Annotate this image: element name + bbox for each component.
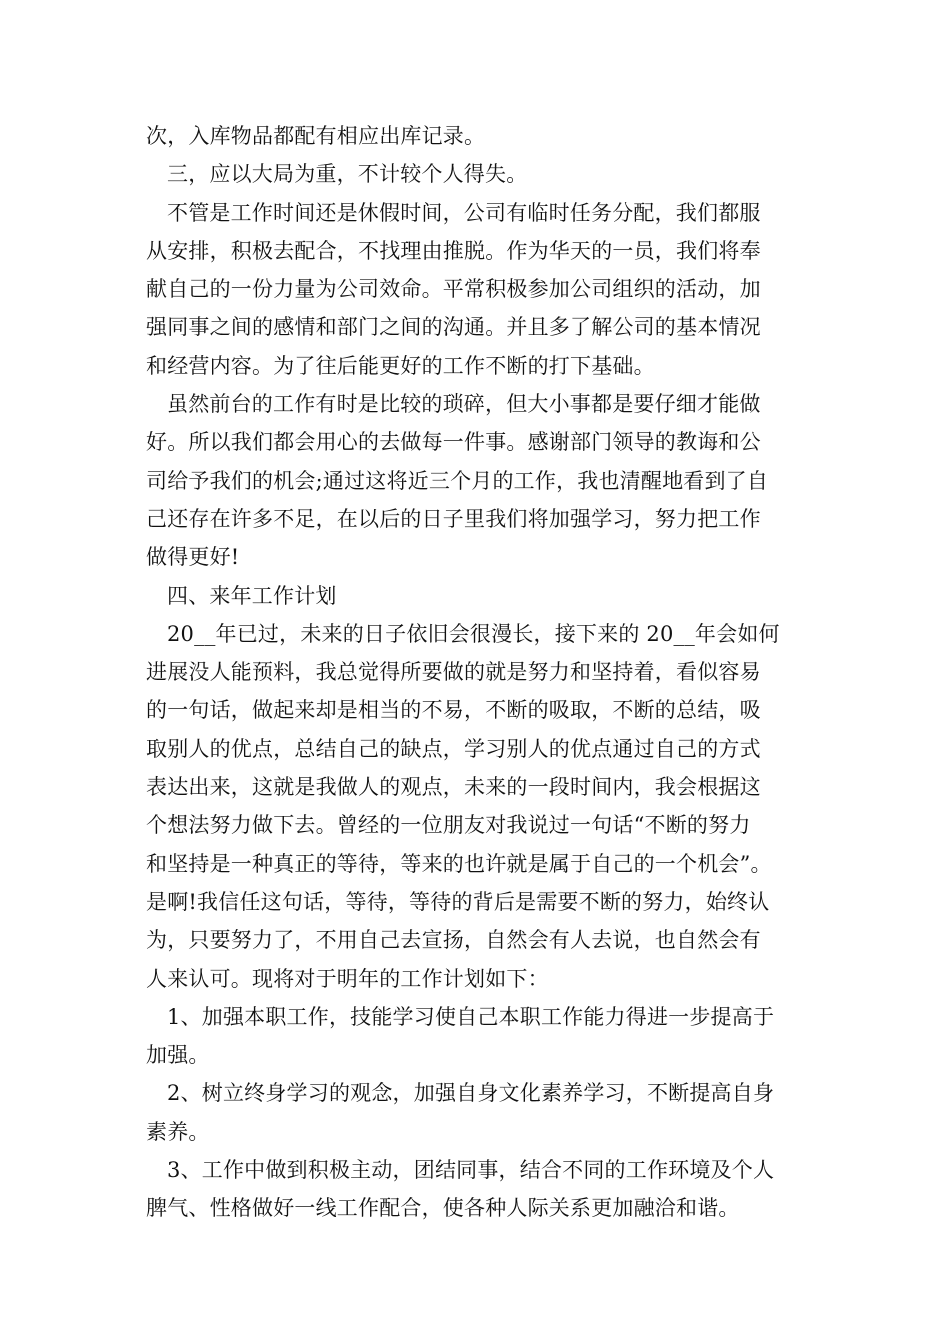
paragraph-line: 次，入库物品都配有相应出库记录。: [146, 124, 486, 148]
section-heading-three: 三，应以大局为重，不计较个人得失。: [167, 162, 528, 187]
plan-item-2-cont: 素养。: [146, 1119, 210, 1144]
paragraph-line: 和经营内容。为了往后能更好的工作不断的打下基础。: [146, 353, 655, 378]
paragraph-line: 不管是工作时间还是休假时间，公司有临时任务分配，我们都服: [167, 200, 761, 225]
paragraph-line: 个想法努力做下去。曾经的一位朋友对我说过一句话“不断的努力: [146, 813, 751, 838]
paragraph-line: 取别人的优点，总结自己的缺点，学习别人的优点通过自己的方式: [146, 736, 761, 761]
plan-item-1-cont: 加强。: [146, 1043, 210, 1068]
plan-item-3-cont: 脾气、性格做好一线工作配合，使各种人际关系更加融洽和谐。: [146, 1196, 740, 1221]
paragraph-line: 从安排，积极去配合，不找理由推脱。作为华天的一员，我们将奉: [146, 238, 761, 263]
paragraph-line: 的一句话，做起来却是相当的不易，不断的吸取，不断的总结，吸: [146, 698, 761, 723]
paragraph-line: 为，只要努力了，不用自己去宣扬，自然会有人去说，也自然会有: [146, 928, 761, 953]
paragraph-line: 己还存在许多不足，在以后的日子里我们将加强学习，努力把工作: [146, 506, 761, 531]
section-heading-four: 四、来年工作计划: [167, 583, 337, 608]
paragraph-line: 司给予我们的机会;通过这将近三个月的工作，我也清醒地看到了自: [146, 468, 769, 493]
paragraph-line: 献自己的一份力量为公司效命。平常积极参加公司组织的活动，加: [146, 277, 761, 302]
paragraph-line: 是啊!我信任这句话，等待，等待的背后是需要不断的努力，始终认: [146, 889, 770, 914]
paragraph-line: 20__年已过，未来的日子依旧会很漫长，接下来的 20__年会如何: [167, 621, 780, 646]
paragraph-line: 表达出来，这就是我做人的观点，未来的一段时间内，我会根据这: [146, 775, 761, 800]
plan-item-3: 3、工作中做到积极主动，团结同事，结合不同的工作环境及个人: [167, 1158, 775, 1183]
paragraph-line: 虽然前台的工作有时是比较的琐碎，但大小事都是要仔细才能做: [167, 392, 761, 417]
paragraph-line: 好。所以我们都会用心的去做每一件事。感谢部门领导的教诲和公: [146, 430, 761, 455]
paragraph-line: 强同事之间的感情和部门之间的沟通。并且多了解公司的基本情况: [146, 315, 761, 340]
paragraph-line: 和坚持是一种真正的等待，等来的也许就是属于自己的一个机会”。: [146, 851, 772, 876]
document-body: [146, 117, 810, 1228]
paragraph-line: 进展没人能预料，我总觉得所要做的就是努力和坚持着，看似容易: [146, 660, 761, 685]
plan-item-1: 1、加强本职工作，技能学习使自己本职工作能力得进一步提高于: [167, 1004, 775, 1029]
paragraph-line: 人来认可。现将对于明年的工作计划如下：: [146, 966, 549, 991]
plan-item-2: 2、树立终身学习的观念，加强自身文化素养学习，不断提高自身: [167, 1081, 775, 1106]
paragraph-line: 做得更好!: [146, 545, 240, 570]
